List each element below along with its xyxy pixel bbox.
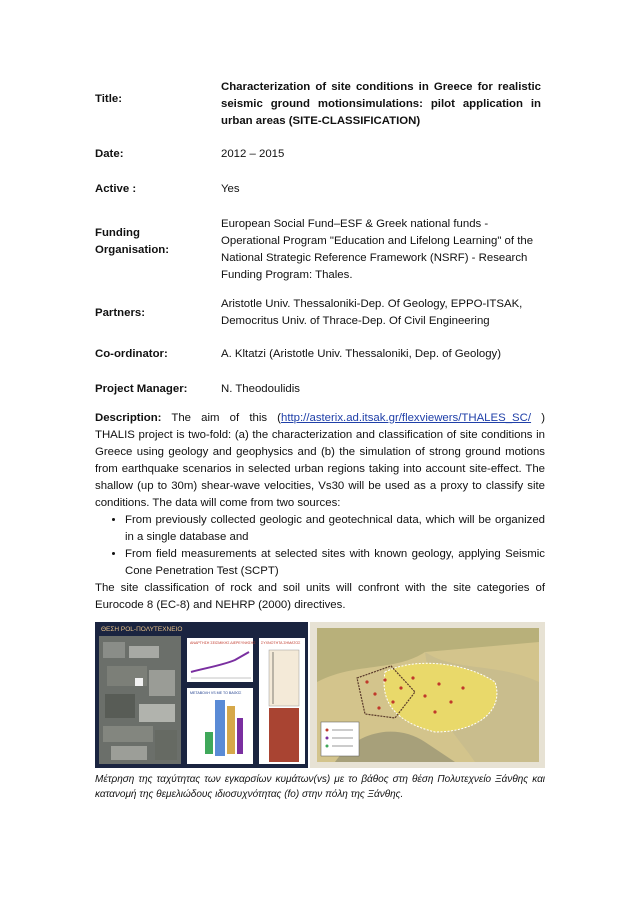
- project-link[interactable]: http://asterix.ad.itsak.gr/flexviewers/THALES_SC/: [280, 412, 532, 424]
- funding-label: Funding Organisation:: [95, 227, 170, 256]
- list-item: • From previously collected geologic and geotechnical data, which will be organized in a single database and: [125, 512, 545, 546]
- funding-value: European Social Fund–ESF & Greek national funds - Operational Program "Education and Lifelong Learning" of the National Strategic Reference Framework (NSRF) - Research Funding Program: Thales.: [221, 218, 534, 281]
- description-closing: The site classification of rock and soil units will confront with the site categories of Eurocode 8 (EC-8) and NEHRP (2000) directives.: [95, 582, 545, 611]
- svg-text:ΑΝΑΡΤΗΣΗ ΣΕΙΣΜΙΚΗΣ ΔΙΕΡΕΥΝΗΣΗΣ: ΑΝΑΡΤΗΣΗ ΣΕΙΣΜΙΚΗΣ ΔΙΕΡΕΥΝΗΣΗΣ: [190, 641, 256, 645]
- description: [95, 410, 545, 614]
- figure: [95, 622, 545, 768]
- sources-list: [95, 512, 545, 580]
- description-intro-b: ) THALIS project is two-fold: (a) the characterization and classification of site conditions in Greece using geology and geophysics and (b) the simulation of strong ground motions from earthquake scenarios in selected urban regions taking into account site-effect. The shallow (up to 30m) shear-wave velocities, Vs30 will be used as a proxy to classify site conditions. The data will come from two sources:: [95, 412, 545, 509]
- manager-label: Project Manager:: [95, 383, 188, 395]
- active-label: Active :: [95, 183, 137, 195]
- figure-graphic: [95, 622, 545, 768]
- partners-value: Aristotle Univ. Thessaloniki-Dep. Of Geology, EPPO-ITSAK, Democritus Univ. of Thrace-Dep. Of Civil Engineering: [221, 298, 523, 327]
- title-value: Characterization of site conditions in Greece for realistic seismic ground motionsimulations: pilot application in urban areas (SITE-CLASSIFICATION): [221, 81, 541, 127]
- coordinator-value: A. Kltatzi (Aristotle Univ. Thessaloniki, Dep. of Geology): [221, 348, 502, 360]
- date-value: 2012 – 2015: [221, 148, 285, 160]
- coordinator-label: Co-ordinator:: [95, 348, 168, 360]
- manager-value: N. Theodoulidis: [221, 383, 300, 395]
- title-label: Title:: [95, 93, 123, 105]
- partners-label: Partners:: [95, 307, 146, 319]
- description-label: Description:: [95, 412, 162, 424]
- figure-caption: Μέτρηση της ταχύτητας των εγκαρσίων κυμάτων(vs) με το βάθος στη θέση Πολυτεχνείο Ξάνθης και κατανομή της θεμελιώδους ιδιοσυχνότητας (fo) στην πόλη της Ξάνθης.: [95, 774, 545, 800]
- list-item: • From field measurements at selected sites with known geology, applying Seismic Cone Penetration Test (SCPT): [125, 546, 545, 580]
- svg-text:ΣΥΧΝΟΤΗΤΑ ΣΗΜΑΤΟΣ: ΣΥΧΝΟΤΗΤΑ ΣΗΜΑΤΟΣ: [261, 641, 301, 645]
- description-intro-a: The aim of this (: [161, 412, 281, 424]
- active-value: Yes: [221, 183, 240, 195]
- date-label: Date:: [95, 148, 124, 160]
- panel-title: ΘΕΣΗ POL-ΠΟΛΥΤΕΧΝΕΙΟ: [101, 626, 183, 633]
- svg-text:ΜΕΤΑΒΟΛΗ VS ΜΕ ΤΟ ΒΑΘΟΣ: ΜΕΤΑΒΟΛΗ VS ΜΕ ΤΟ ΒΑΘΟΣ: [190, 691, 242, 695]
